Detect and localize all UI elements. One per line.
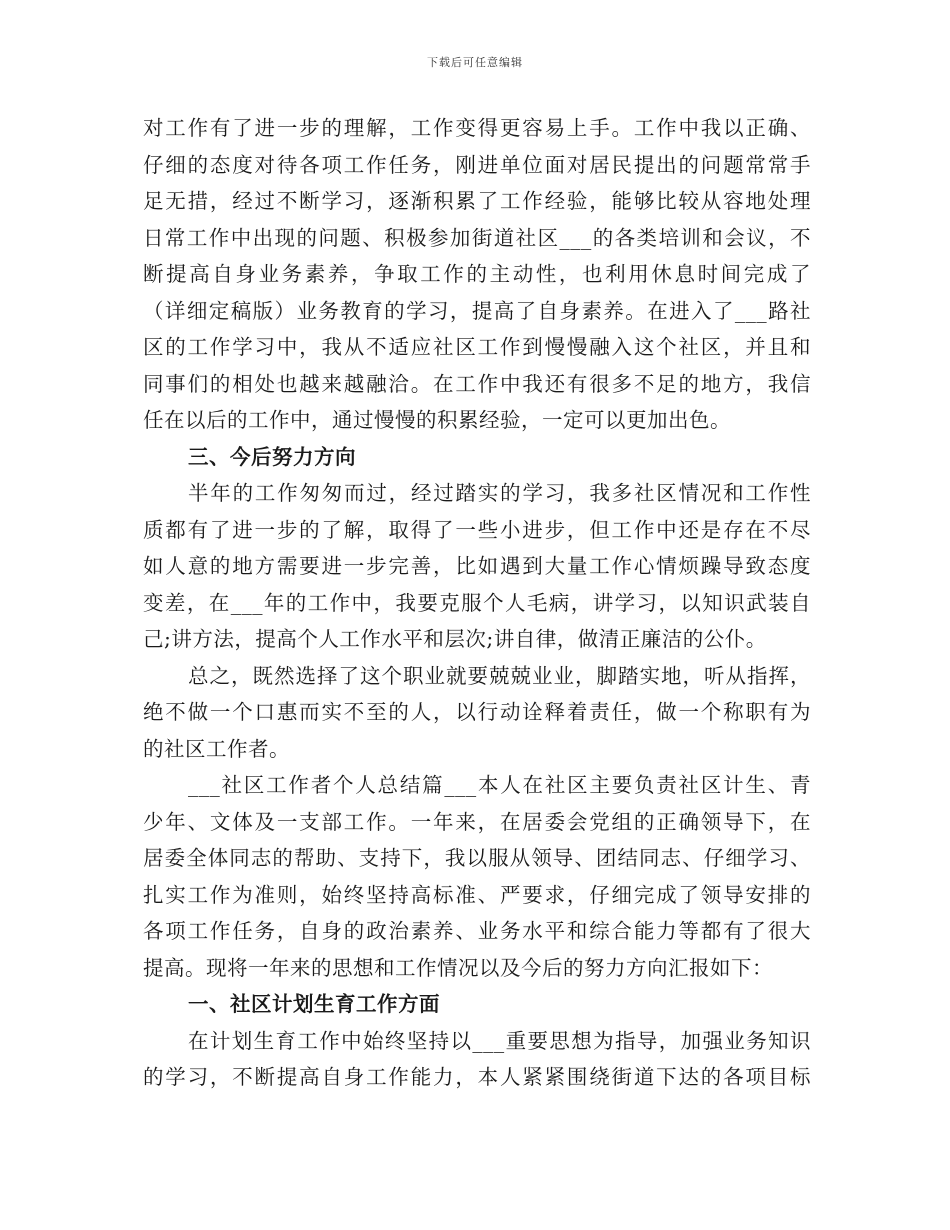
text-line: 己;讲方法，提高个人工作水平和层次;讲自律，做清正廉洁的公仆。 [143, 627, 767, 651]
text-line: 区的工作学习中，我从不适应社区工作到慢慢融入这个社区，并且和 [143, 335, 811, 359]
text-line: 同事们的相处也越来越融洽。在工作中我还有很多不足的地方，我信 [143, 371, 811, 396]
text-line: （详细定稿版）业务教育的学习，提高了自身素养。在进入了___路社 [143, 298, 811, 323]
header-note: 下载后可任意编辑 [427, 56, 523, 69]
text-line: 各项工作任务，自身的政治素养、业务水平和综合能力等都有了很大 [143, 919, 811, 943]
text-line: ___社区工作者个人总结篇___本人在社区主要负责社区计生、青 [188, 773, 811, 797]
text-line: 仔细的态度对待各项工作任务，刚进单位面对居民提出的问题常常手 [143, 152, 811, 177]
text-line: 绝不做一个口惠而实不至的人，以行动诠释着责任，做一个称职有为 [143, 700, 811, 724]
text-line: 提高。现将一年来的思想和工作情况以及今后的努力方向汇报如下： [143, 955, 773, 980]
text-line: 总之，既然选择了这个职业就要兢兢业业，脚踏实地，听从指挥， [188, 663, 811, 688]
text-line: 如人意的地方需要进一步完善，比如遇到大量工作心情烦躁导致态度 [143, 554, 811, 578]
text-line: 少年、文体及一支部工作。一年来，在居委会党组的正确领导下，在 [143, 809, 811, 834]
text-line: 扎实工作为准则，始终坚持高标准、严要求，仔细完成了领导安排的 [143, 882, 811, 907]
text-line: 居委全体同志的帮助、支持下，我以服从领导、团结同志、仔细学习、 [143, 846, 811, 870]
text-line: 在计划生育工作中始终坚持以___重要思想为指导，加强业务知识 [188, 1028, 811, 1053]
document-body [143, 110, 811, 1096]
text-line: 日常工作中出现的问题、积极参加街道社区___的各类培训和会议，不 [143, 225, 811, 250]
text-line: 的学习，不断提高自身工作能力，本人紧紧围绕街道下达的各项目标 [143, 1065, 811, 1089]
text-line: 断提高自身业务素养，争取工作的主动性，也利用休息时间完成了 [143, 262, 811, 286]
text-line: 任在以后的工作中，通过慢慢的积累经验，一定可以更加出色。 [143, 408, 731, 432]
text-line: 质都有了进一步的了解，取得了一些小进步，但工作中还是存在不尽 [143, 517, 811, 542]
text-line: 变差，在___年的工作中，我要克服个人毛病，讲学习，以知识武装自 [143, 590, 811, 615]
text-line: 对工作有了进一步的理解，工作变得更容易上手。工作中我以正确、 [143, 116, 811, 140]
text-line: 的社区工作者。 [143, 736, 290, 761]
text-line: 足无措，经过不断学习，逐渐积累了工作经验，能够比较从容地处理 [143, 189, 811, 213]
section-heading: 一、社区计划生育工作方面 [188, 992, 440, 1016]
section-heading: 三、今后努力方向 [188, 444, 356, 469]
text-line: 半年的工作匆匆而过，经过踏实的学习，我多社区情况和工作性 [188, 481, 811, 505]
